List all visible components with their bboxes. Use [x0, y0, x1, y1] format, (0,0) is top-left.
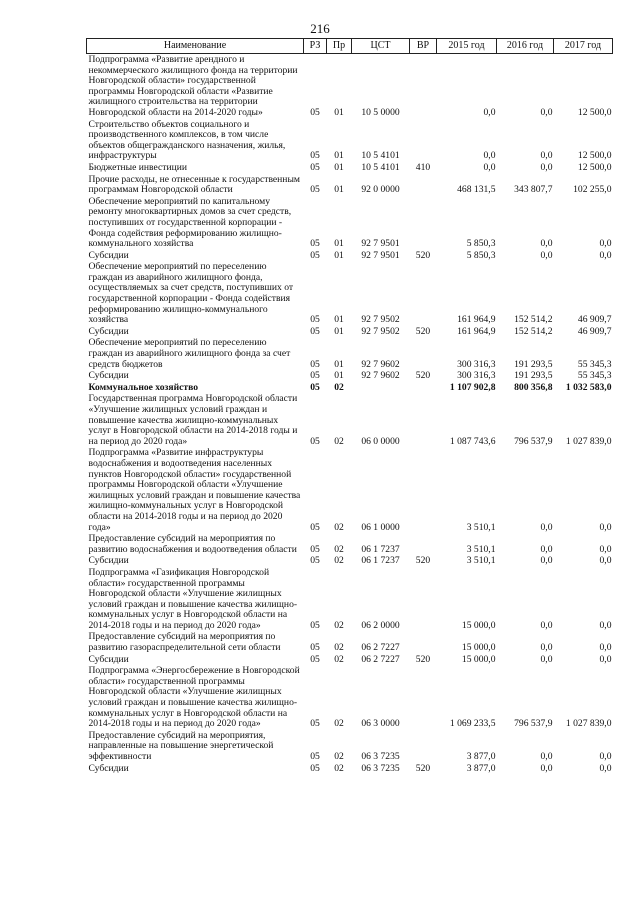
cell-pr: 01: [334, 150, 344, 162]
cell-2016: 0,0: [540, 543, 553, 555]
cell-2017: 55 345,3: [577, 370, 612, 382]
cell-vr: [410, 631, 437, 653]
cell-2017: 1 027 839,0: [565, 718, 612, 730]
cell-2015: 3 877,0: [466, 762, 496, 774]
cell-name: Подпрограмма «Развитие арендного и некоммерческого жилищного фонда на территории Новгородской области» государственной программы Новгородской области «Развитие жилищного строительства на территории Новгородской области на 2014-2020 годы»: [88, 54, 298, 118]
cell-vr: [410, 174, 437, 196]
cell-2017: 0,0: [599, 762, 612, 774]
cell-cst: 06 2 7227: [361, 642, 400, 654]
cell-2016: 152 514,2: [514, 325, 553, 337]
cell-vr: 520: [415, 249, 431, 261]
cell-2017: 46 909,7: [577, 314, 612, 326]
cell-name: Строительство объектов социального и производственного комплексов, в том числе объектов общегражданского назначения, жилья, инфраструктуры: [88, 118, 286, 162]
cell-2015: 15 000,0: [461, 619, 496, 631]
cell-pr: 02: [334, 543, 344, 555]
cell-name: Бюджетные инвестиции: [88, 161, 187, 173]
cell-2015: 5 850,3: [466, 249, 496, 261]
cell-name: Обеспечение мероприятий по переселению граждан из аварийного жилищного фонда, осуществляемых за счет средств, поступивших от государственной корпорации - Фонда содействия реформированию жилищно-коммунального хозяйства: [88, 261, 294, 326]
cell-2017: 0,0: [599, 249, 612, 261]
cell-cst: 92 0 0000: [361, 184, 400, 196]
cell-rz: 05: [310, 521, 320, 533]
cell-2017: 0,0: [599, 543, 612, 555]
cell-2017: 0,0: [599, 555, 612, 567]
header-name: Наименование: [87, 39, 304, 54]
table-row: [87, 162, 613, 174]
cell-name: Подпрограмма «Энергосбережение в Новгородской области» государственной программы Новгородской области «Улучшение жилищных условий граждан и повышение качества жилищно-коммунальных услуг в Новгородской области на 2014-2018 годы и на период до 2020 года»: [88, 665, 300, 730]
cell-2016: 0,0: [540, 161, 553, 173]
cell-2015: 300 316,3: [457, 358, 496, 370]
cell-name: Обеспечение мероприятий по капитальному ремонту многоквартирных домов за счет средств, поступивших от государственной корпорации - Фонда содействия реформированию жилищно-коммунального хозяйства: [88, 195, 292, 250]
cell-cst: 92 7 9501: [361, 249, 400, 261]
page-number: 216: [310, 21, 330, 36]
header-pr: Пр: [327, 39, 352, 54]
cell-2016: 0,0: [540, 653, 553, 665]
cell-cst: 92 7 9502: [361, 314, 400, 326]
cell-name: Предоставление субсидий на мероприятия по развитию водоснабжения и водоотведения области: [88, 533, 297, 555]
cell-rz: 05: [310, 249, 320, 261]
cell-cst: 10 5 0000: [361, 106, 400, 118]
table-row: [87, 654, 613, 666]
cell-pr: 01: [334, 161, 344, 173]
cell-pr: 02: [334, 435, 344, 447]
cell-2015: 1 069 233,5: [449, 718, 496, 730]
cell-2016: 0,0: [540, 619, 553, 631]
cell-pr: 02: [334, 653, 344, 665]
cell-2017: 12 500,0: [577, 106, 612, 118]
cell-pr: 02: [334, 619, 344, 631]
cell-rz: 05: [310, 543, 320, 555]
cell-vr: [410, 196, 437, 250]
cell-2015: 1 087 743,6: [449, 435, 496, 447]
cell-2017: 0,0: [599, 642, 612, 654]
cell-cst: 92 7 9502: [361, 325, 400, 337]
cell-rz: 05: [310, 751, 320, 762]
cell-2017: 0,0: [599, 619, 612, 631]
cell-2015: 3 510,1: [466, 521, 496, 533]
cell-pr: 01: [334, 325, 344, 337]
table-row: [87, 567, 613, 632]
cell-pr: 02: [334, 762, 344, 774]
table-row: [87, 533, 613, 555]
table-row: [87, 261, 613, 326]
cell-rz: 05: [310, 325, 320, 337]
cell-pr: 01: [334, 184, 344, 196]
cell-2015: 300 316,3: [457, 370, 496, 382]
cell-pr: 01: [334, 249, 344, 261]
table-row: [87, 555, 613, 567]
cell-2016: 191 293,5: [514, 358, 553, 370]
cell-2015: 0,0: [483, 161, 496, 173]
cell-rz: 05: [310, 619, 320, 631]
cell-name: Субсидии: [88, 762, 129, 774]
cell-cst: 10 5 4101: [361, 161, 400, 173]
cell-pr: 01: [334, 370, 344, 382]
cell-vr: 520: [415, 555, 431, 567]
cell-rz: 05: [310, 106, 320, 118]
cell-rz: 05: [310, 184, 320, 196]
cell-2016: 0,0: [540, 751, 553, 762]
cell-name: Прочие расходы, не отнесенные к государственным программам Новгородской области: [88, 173, 300, 196]
table-row: [87, 370, 613, 382]
cell-2017: 0,0: [599, 751, 612, 762]
cell-name: Субсидии: [88, 653, 129, 665]
cell-pr: 01: [334, 358, 344, 370]
cell-rz: 05: [310, 161, 320, 173]
table-row: [87, 631, 613, 653]
table-row: [87, 382, 613, 394]
cell-2017: 12 500,0: [577, 150, 612, 162]
header-cst: ЦСТ: [352, 39, 410, 54]
cell-pr: 01: [334, 238, 344, 250]
cell-pr: 02: [334, 642, 344, 654]
cell-cst: 06 3 0000: [361, 718, 400, 730]
cell-rz: 05: [310, 370, 320, 382]
cell-rz: 05: [310, 718, 320, 730]
cell-2017: 0,0: [599, 238, 612, 250]
cell-vr: [410, 54, 437, 119]
cell-cst: 06 1 7237: [361, 543, 400, 555]
cell-vr: 520: [415, 370, 431, 382]
table-row: [87, 174, 613, 196]
cell-name: Подпрограмма «Развитие инфраструктуры водоснабжения и водоотведения населенных пунктов Новгородской области» государственной программы Новгородской области «Улучшение жилищных условий граждан и повышение качества жилищно-коммунальных услуг в Новгородской области на 2014-2018 годы и на период до 2020 года»: [88, 447, 301, 533]
cell-rz: 05: [310, 150, 320, 162]
cell-2017: 1 027 839,0: [565, 435, 612, 447]
cell-2015: 1 107 902,8: [449, 381, 496, 393]
cell-2017: 0,0: [599, 521, 612, 533]
cell-vr: 520: [415, 762, 431, 774]
header-2016: 2016 год: [497, 39, 554, 54]
cell-2015: 15 000,0: [461, 642, 496, 654]
cell-2016: 343 807,7: [514, 184, 553, 196]
cell-name: Предоставление субсидий на мероприятия, направленные на повышение энергетической эффективности: [88, 729, 274, 762]
cell-rz: 05: [310, 435, 320, 447]
cell-name: Субсидии: [88, 555, 129, 567]
cell-rz: 05: [310, 314, 320, 326]
cell-2016: 0,0: [540, 249, 553, 261]
cell-2015: 468 131,5: [457, 184, 496, 196]
cell-2015: 3 510,1: [466, 543, 496, 555]
cell-name: Коммунальное хозяйство: [88, 381, 198, 393]
table-row: [87, 337, 613, 370]
cell-vr: [410, 447, 437, 533]
cell-rz: 05: [310, 358, 320, 370]
table-row: [87, 763, 613, 775]
cell-cst: 10 5 4101: [361, 150, 400, 162]
cell-cst: 06 1 7237: [361, 555, 400, 567]
cell-2015: 0,0: [483, 150, 496, 162]
cell-rz: 05: [310, 762, 320, 774]
cell-vr: 410: [415, 161, 431, 173]
cell-pr: 02: [334, 718, 344, 730]
cell-cst: [352, 382, 410, 394]
cell-cst: 06 2 0000: [361, 619, 400, 631]
cell-cst: 92 7 9602: [361, 358, 400, 370]
cell-2015: 15 000,0: [461, 653, 496, 665]
cell-pr: 02: [334, 751, 344, 762]
cell-cst: 06 3 7235: [361, 751, 400, 762]
cell-name: Подпрограмма «Газификация Новгородской области» государственной программы Новгородской области «Улучшение жилищных условий граждан и повышение качества жилищно-коммунальных услуг в Новгородской области на 2014-2018 годы и на период до 2020 года»: [88, 566, 298, 631]
cell-2017: 102 255,0: [573, 184, 612, 196]
cell-rz: 05: [310, 381, 320, 393]
cell-cst: 06 1 0000: [361, 521, 400, 533]
cell-2016: 796 537,9: [514, 718, 553, 730]
table-row: [87, 250, 613, 262]
cell-pr: 01: [334, 106, 344, 118]
header-rz: РЗ: [304, 39, 327, 54]
table-row: [87, 393, 613, 447]
table-row: [87, 326, 613, 338]
budget-table: [86, 38, 613, 774]
cell-2017: 55 345,3: [577, 358, 612, 370]
cell-vr: [410, 337, 437, 370]
cell-cst: 92 7 9602: [361, 370, 400, 382]
cell-2016: 796 537,9: [514, 435, 553, 447]
cell-2016: 0,0: [540, 555, 553, 567]
cell-vr: [410, 665, 437, 730]
cell-2016: 0,0: [540, 521, 553, 533]
cell-name: Субсидии: [88, 325, 129, 337]
cell-rz: 05: [310, 642, 320, 654]
cell-2017: 12 500,0: [577, 161, 612, 173]
table-header-row: [87, 39, 613, 54]
table-body: [87, 54, 613, 775]
cell-2015: 161 964,9: [457, 314, 496, 326]
cell-vr: [410, 730, 437, 763]
cell-vr: 520: [415, 325, 431, 337]
cell-2017: 46 909,7: [577, 325, 612, 337]
cell-cst: 06 2 7227: [361, 653, 400, 665]
cell-2015: 5 850,3: [466, 238, 496, 250]
cell-pr: 02: [334, 521, 344, 533]
table-row: [87, 196, 613, 250]
cell-2016: 191 293,5: [514, 370, 553, 382]
cell-name: Субсидии: [88, 249, 129, 261]
cell-rz: 05: [310, 238, 320, 250]
table-row: [87, 665, 613, 730]
cell-vr: 520: [415, 653, 431, 665]
cell-vr: [410, 393, 437, 447]
cell-2016: 0,0: [540, 238, 553, 250]
header-vr: ВР: [410, 39, 437, 54]
cell-cst: 06 0 0000: [361, 435, 400, 447]
cell-2016: 0,0: [540, 106, 553, 118]
cell-2016: 0,0: [540, 642, 553, 654]
cell-rz: 05: [310, 555, 320, 567]
cell-2016: 0,0: [540, 150, 553, 162]
cell-name: Обеспечение мероприятий по переселению граждан из аварийного жилищного фонда за счет средств бюджетов: [88, 337, 291, 370]
cell-name: Субсидии: [88, 370, 129, 382]
cell-2016: 800 356,8: [514, 381, 553, 393]
cell-pr: 02: [334, 555, 344, 567]
cell-rz: 05: [310, 653, 320, 665]
cell-2016: 0,0: [540, 762, 553, 774]
cell-2015: 0,0: [483, 106, 496, 118]
header-2017: 2017 год: [554, 39, 613, 54]
cell-pr: 02: [334, 381, 344, 393]
cell-cst: 92 7 9501: [361, 238, 400, 250]
cell-cst: 06 3 7235: [361, 762, 400, 774]
cell-name: Предоставление субсидий на мероприятия по развитию газораспределительной сети области: [88, 631, 281, 654]
table-row: [87, 54, 613, 119]
cell-2017: 0,0: [599, 653, 612, 665]
table-row: [87, 119, 613, 162]
cell-name: Государственная программа Новгородской области «Улучшение жилищных условий граждан и повышение качества жилищно-коммунальных услуг в Новгородской области на 2014-2018 годы и на период до 2020 года»: [88, 393, 298, 447]
cell-2016: 152 514,2: [514, 314, 553, 326]
table-row: [87, 447, 613, 533]
cell-vr: [410, 119, 437, 162]
cell-vr: [410, 382, 437, 394]
header-2015: 2015 год: [437, 39, 497, 54]
cell-2015: 3 877,0: [466, 751, 496, 762]
cell-pr: 01: [334, 314, 344, 326]
cell-2015: 3 510,1: [466, 555, 496, 567]
cell-2017: 1 032 583,0: [565, 381, 612, 393]
table-row: [87, 730, 613, 763]
cell-vr: [410, 261, 437, 326]
cell-vr: [410, 567, 437, 632]
cell-2015: 161 964,9: [457, 325, 496, 337]
cell-vr: [410, 533, 437, 555]
